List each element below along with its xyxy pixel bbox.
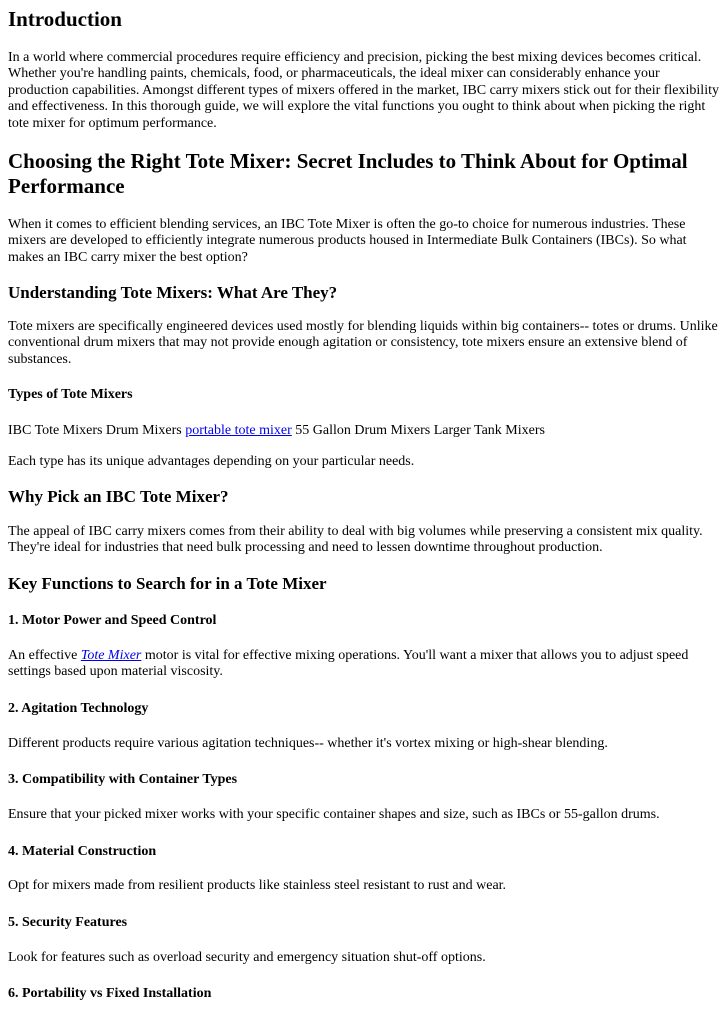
feature-1-text-1: An effective bbox=[8, 648, 81, 663]
feature-4-paragraph: Opt for mixers made from resilient products like stainless steel resistant to rust and wear. bbox=[8, 878, 507, 893]
types-list-text-2: 55 Gallon Drum Mixers Larger Tank Mixers bbox=[291, 423, 545, 438]
feature-2-paragraph: Different products require various agitation techniques-- whether it's vortex mixing or high-shear blending. bbox=[8, 736, 608, 751]
feature-2-heading: 2. Agitation Technology bbox=[8, 701, 149, 716]
tote-mixer-link[interactable]: Tote Mixer bbox=[80, 648, 142, 663]
intro-heading: Introduction bbox=[8, 7, 122, 31]
feature-3-heading: 3. Compatibility with Container Types bbox=[8, 772, 238, 787]
key-features-heading: Key Functions to Search for in a Tote Mixer bbox=[8, 574, 327, 593]
why-heading: Why Pick an IBC Tote Mixer? bbox=[8, 487, 229, 506]
main-paragraph: When it comes to efficient blending services, an IBC Tote Mixer is often the go-to choice for numerous industries. These mixers are developed to efficiently integrate numerous products housed in Intermediate Bulk Containers (IBCs). So what makes an IBC carry mixer the best option? bbox=[8, 217, 687, 265]
types-note: Each type has its unique advantages depending on your particular needs. bbox=[8, 454, 415, 469]
portable-tote-mixer-link[interactable]: portable tote mixer bbox=[185, 423, 292, 438]
feature-4-heading: 4. Material Construction bbox=[8, 844, 157, 859]
feature-5-heading: 5. Security Features bbox=[8, 915, 128, 930]
types-list-text-1: IBC Tote Mixers Drum Mixers bbox=[8, 423, 186, 438]
feature-1-paragraph bbox=[8, 648, 720, 681]
why-paragraph: The appeal of IBC carry mixers comes from their ability to deal with big volumes while preserving a consistent mix quality. They're ideal for industries that need bulk processing and need to lessen downtime throughout production. bbox=[8, 524, 703, 556]
intro-paragraph: In a world where commercial procedures require efficiency and precision, picking the best mixing devices becomes critical. Whether you're handling paints, chemicals, food, or pharmaceuticals, the ideal mixer can considerably enhance your production capabilities. Amongst different types of mixers offered in the market, IBC carry mixers stick out for their flexibility and effectiveness. In this thorough guide, we will explore the vital functions you ought to think about when picking the right tote mixer for optimum performance. bbox=[8, 50, 719, 131]
main-heading: Choosing the Right Tote Mixer: Secret Includes to Think About for Optimal Performance bbox=[8, 149, 688, 198]
feature-5-paragraph: Look for features such as overload security and emergency situation shut-off options. bbox=[8, 950, 486, 965]
understanding-heading: Understanding Tote Mixers: What Are They? bbox=[8, 283, 338, 302]
feature-1-text-2: motor is vital for effective mixing operations. You'll want a mixer that allows you to adjust speed settings based upon material viscosity. bbox=[8, 648, 689, 680]
types-list-line bbox=[8, 423, 720, 439]
understanding-paragraph: Tote mixers are specifically engineered devices used mostly for blending liquids within big containers-- totes or drums. Unlike conventional drum mixers that may not provide enough agitation or consistency, tote mixers ensure an extensive blend of substances. bbox=[8, 319, 718, 367]
types-heading: Types of Tote Mixers bbox=[8, 387, 133, 402]
feature-3-paragraph: Ensure that your picked mixer works with your specific container shapes and size, such as IBCs or 55-gallon drums. bbox=[8, 807, 660, 822]
feature-1-heading: 1. Motor Power and Speed Control bbox=[8, 613, 217, 628]
feature-6-heading: 6. Portability vs Fixed Installation bbox=[8, 986, 212, 1001]
